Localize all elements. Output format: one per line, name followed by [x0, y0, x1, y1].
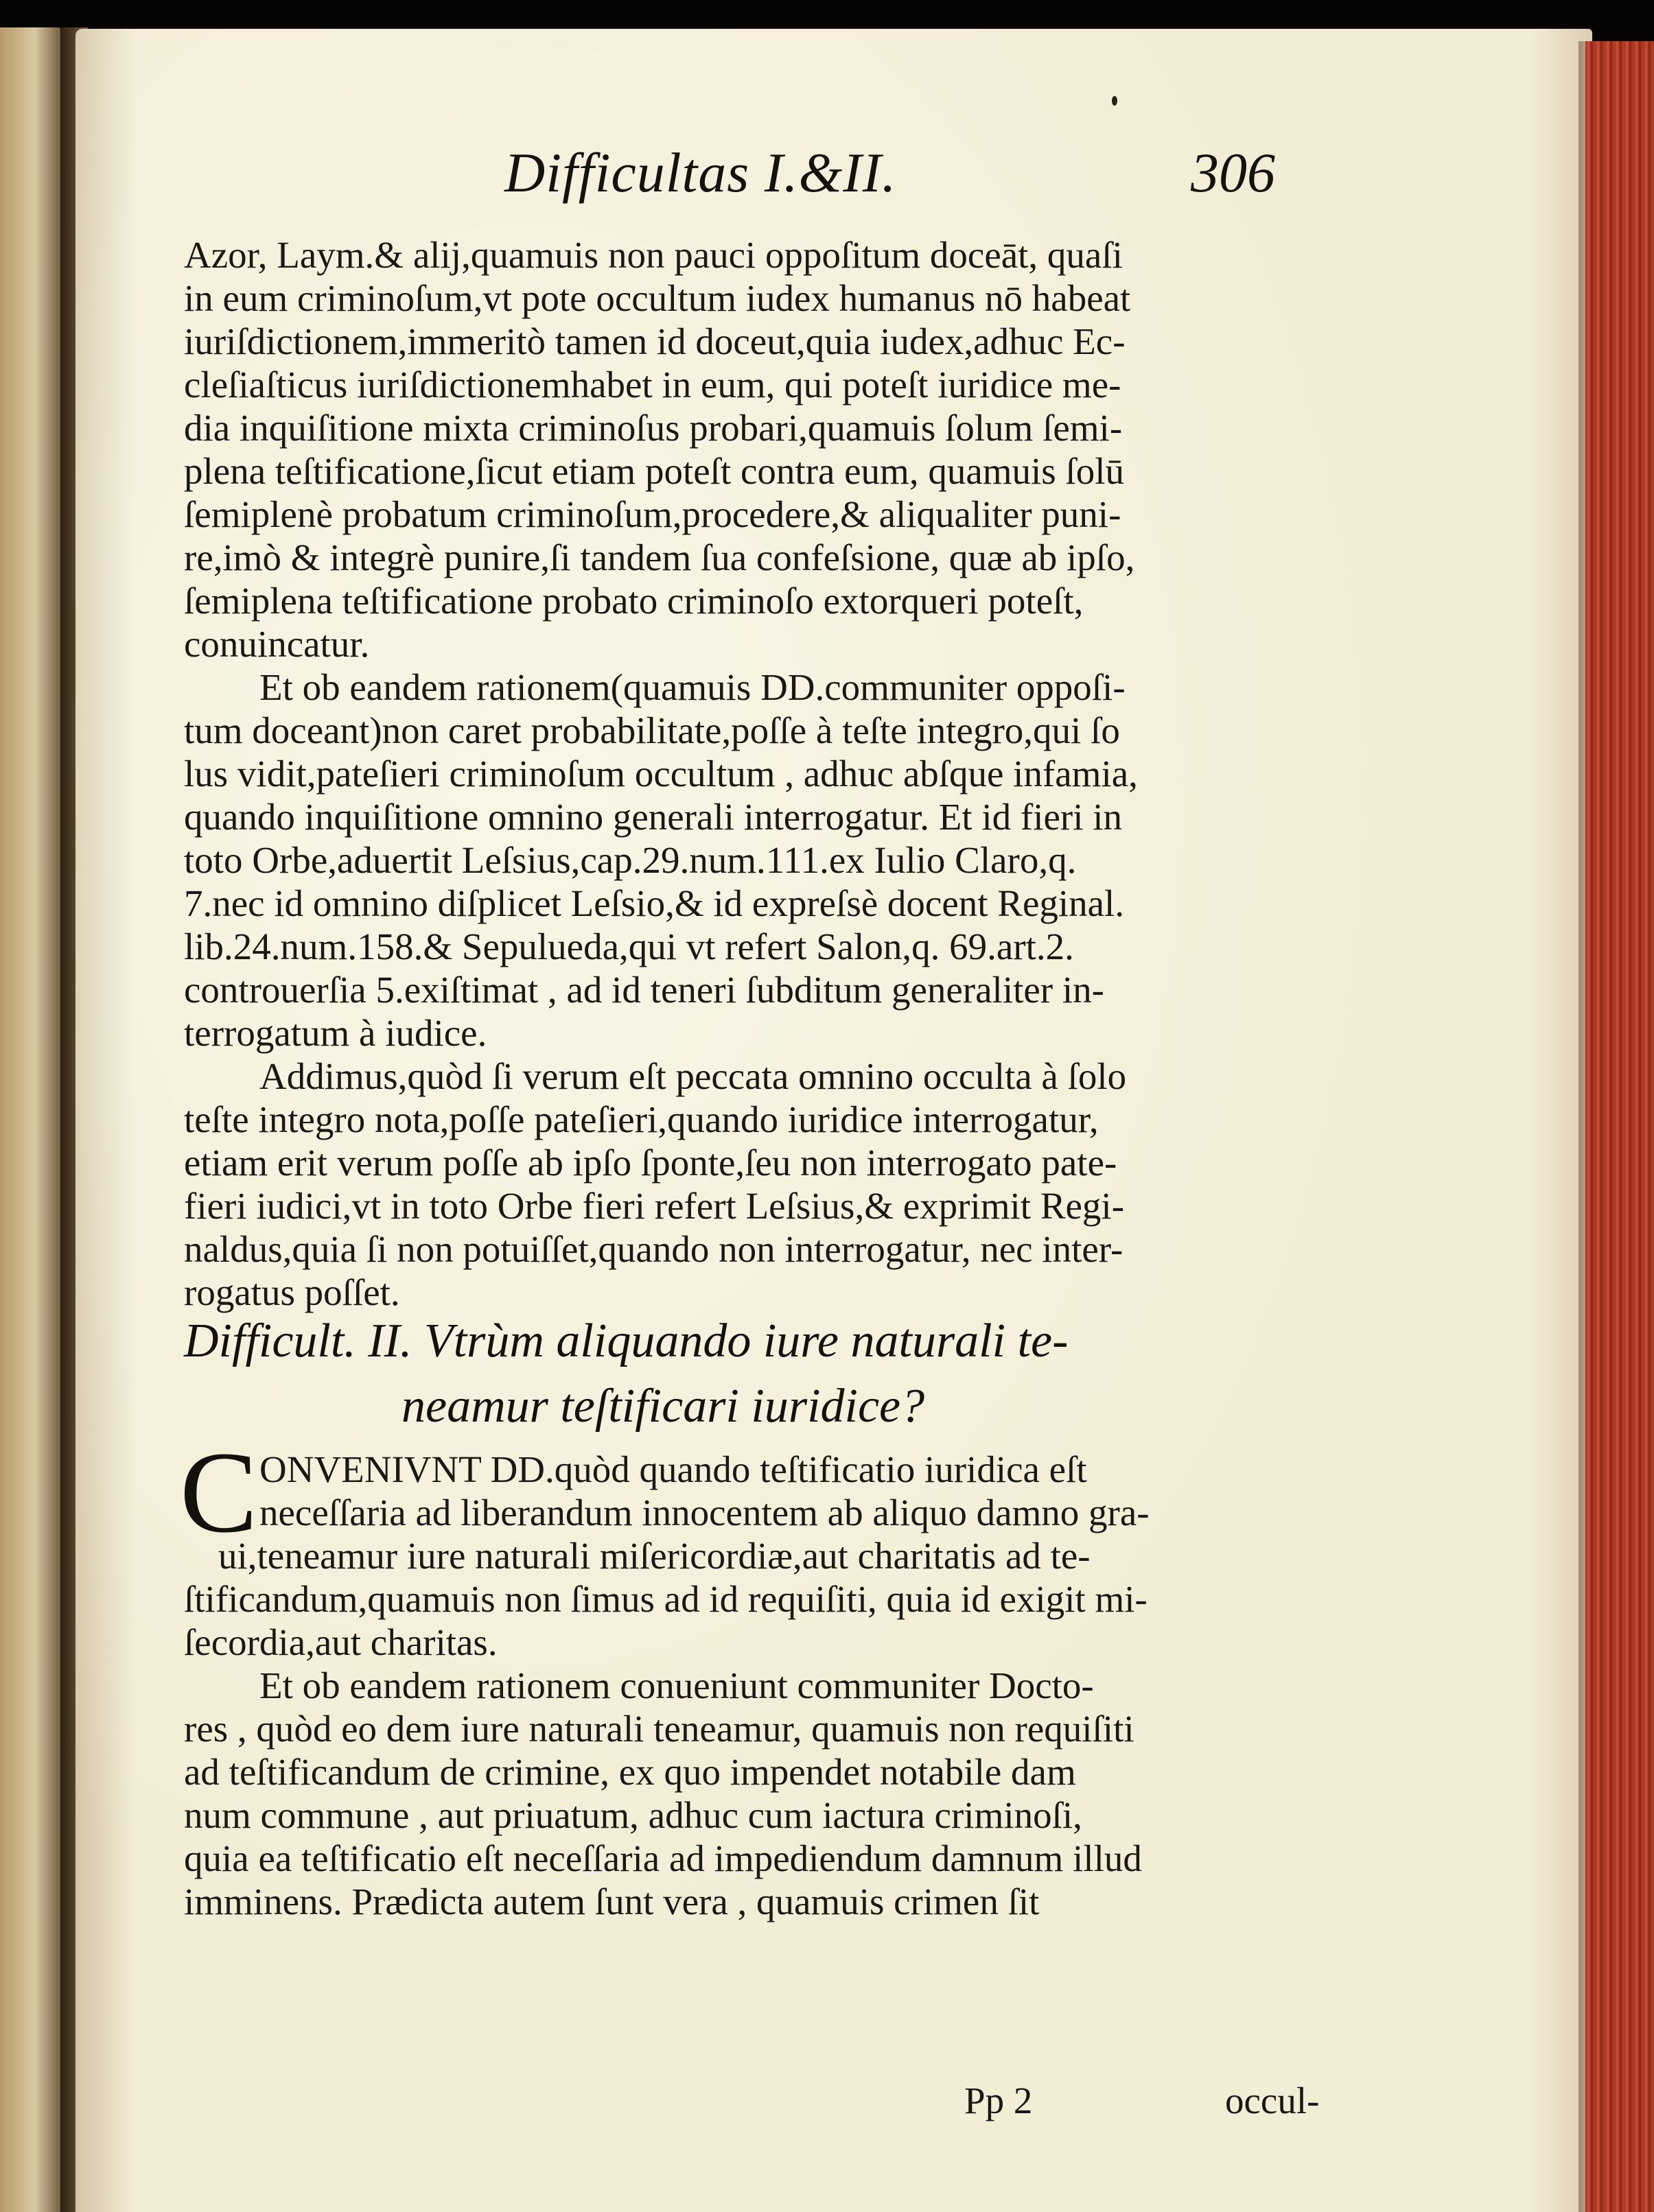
- text-line: ad teſtificandum de crimine, ex quo impendet notabile dam: [184, 1751, 1076, 1793]
- text-line: lib.24.num.158.& Sepulueda,qui vt refert Salon,q. 69.art.2.: [184, 926, 1074, 967]
- text-line: in eum criminoſum,vt pote occultum iudex humanus nō habeat: [184, 277, 1131, 319]
- section-heading-line1: Difficult. II. Vtrùm aliquando iure naturali te-: [184, 1315, 1069, 1367]
- text-line: ONVENIVNT DD.quòd quando teſtificatio iuridica eſt: [259, 1448, 1087, 1490]
- text-line: iuriſdictionem,immeritò tamen id doceut,quia iudex,adhuc Ec-: [184, 320, 1126, 362]
- text-line: tum doceant)non caret probabilitate,poſſe à teſte integro,qui ſo: [184, 709, 1120, 751]
- text-line: ſemiplenè probatum criminoſum,procedere,& aliqualiter puni-: [184, 493, 1121, 535]
- text-line: res , quòd eo dem iure naturali teneamur, quamuis non requiſiti: [184, 1708, 1134, 1750]
- text-line: lus vidit,pateſieri criminoſum occultum , adhuc abſque infamia,: [184, 753, 1138, 795]
- red-page-edges: [1585, 41, 1654, 2212]
- text-line: ui,teneamur iure naturali miſericordiæ,aut charitatis ad te-: [218, 1535, 1091, 1577]
- text-line: naldus,quia ſi non potuiſſet,quando non interrogatur, nec inter-: [184, 1228, 1123, 1270]
- ink-smudge: [1112, 96, 1117, 106]
- text-line: Addimus,quòd ſi verum eſt peccata omnino occulta à ſolo: [259, 1055, 1127, 1097]
- running-title: Difficultas I.&II.: [504, 141, 897, 204]
- text-line: quia ea teſtificatio eſt neceſſaria ad impediendum damnum illud: [184, 1837, 1142, 1879]
- text-line: ſemiplena teſtificatione probato criminoſo extorqueri poteſt,: [184, 580, 1084, 622]
- section-heading-line2: neamur teſtificari iuridice?: [401, 1380, 925, 1433]
- text-line: neceſſaria ad liberandum innocentem ab aliquo damno gra-: [259, 1492, 1150, 1533]
- text-line: re,imò & integrè punire,ſi tandem ſua confeſsione, quæ ab ipſo,: [184, 537, 1135, 578]
- text-line: etiam erit verum poſſe ab ipſo ſponte,ſeu non interrogato pate-: [184, 1142, 1117, 1184]
- text-line: cleſiaſticus iuriſdictionemhabet in eum, qui poteſt iuridice me-: [184, 364, 1121, 405]
- text-line: Et ob eandem rationem(quamuis DD.communiter oppoſi-: [259, 666, 1126, 708]
- text-line: Et ob eandem rationem conueniunt communiter Docto-: [259, 1664, 1094, 1706]
- text-line: toto Orbe,aduertit Leſsius,cap.29.num.111.ex Iulio Claro,q.: [184, 839, 1077, 881]
- drop-cap: C: [180, 1428, 258, 1557]
- signature-mark: Pp 2: [964, 2080, 1033, 2121]
- text-line: fieri iudici,vt in toto Orbe fieri refert Leſsius,& exprimit Regi-: [184, 1185, 1125, 1227]
- text-line: ſtificandum,quamuis non ſimus ad id requiſiti, quia id exigit mi-: [184, 1578, 1148, 1620]
- main-text: [184, 233, 1296, 1314]
- text-line: rogatus poſſet.: [184, 1271, 400, 1313]
- section-text: [184, 1448, 1296, 1923]
- catchword: occul-: [1225, 2080, 1320, 2121]
- text-line: quando inquiſitione omnino generali interrogatur. Et id fieri in: [184, 796, 1123, 838]
- text-line: num commune , aut priuatum, adhuc cum iactura criminoſi,: [184, 1794, 1082, 1836]
- facing-page-edge: [0, 27, 63, 2212]
- text-line: plena teſtificatione,ſicut etiam poteſt contra eum, quamuis ſolū: [184, 450, 1125, 492]
- running-header: [0, 141, 1654, 216]
- text-line: terrogatum à iudice.: [184, 1012, 487, 1054]
- text-line: conuincatur.: [184, 623, 370, 665]
- text-line: teſte integro nota,poſſe pateſieri,quando iuridice interrogatur,: [184, 1098, 1099, 1140]
- text-line: dia inquiſitione mixta criminoſus probari,quamuis ſolum ſemi-: [184, 407, 1123, 449]
- page-number: 306: [1191, 141, 1275, 204]
- text-line: 7.nec id omnino diſplicet Leſsio,& id expreſsè docent Reginal.: [184, 882, 1125, 924]
- page-footer: [0, 2079, 1654, 2127]
- text-line: Azor, Laym.& alij,quamuis non pauci oppoſitum doceāt, quaſi: [184, 234, 1123, 276]
- text-line: ſecordia,aut charitas.: [184, 1621, 498, 1663]
- text-line: controuerſia 5.exiſtimat , ad id teneri ſubditum generaliter in-: [184, 969, 1104, 1011]
- text-line: imminens. Prædicta autem ſunt vera , quamuis crimen ſit: [184, 1881, 1040, 1922]
